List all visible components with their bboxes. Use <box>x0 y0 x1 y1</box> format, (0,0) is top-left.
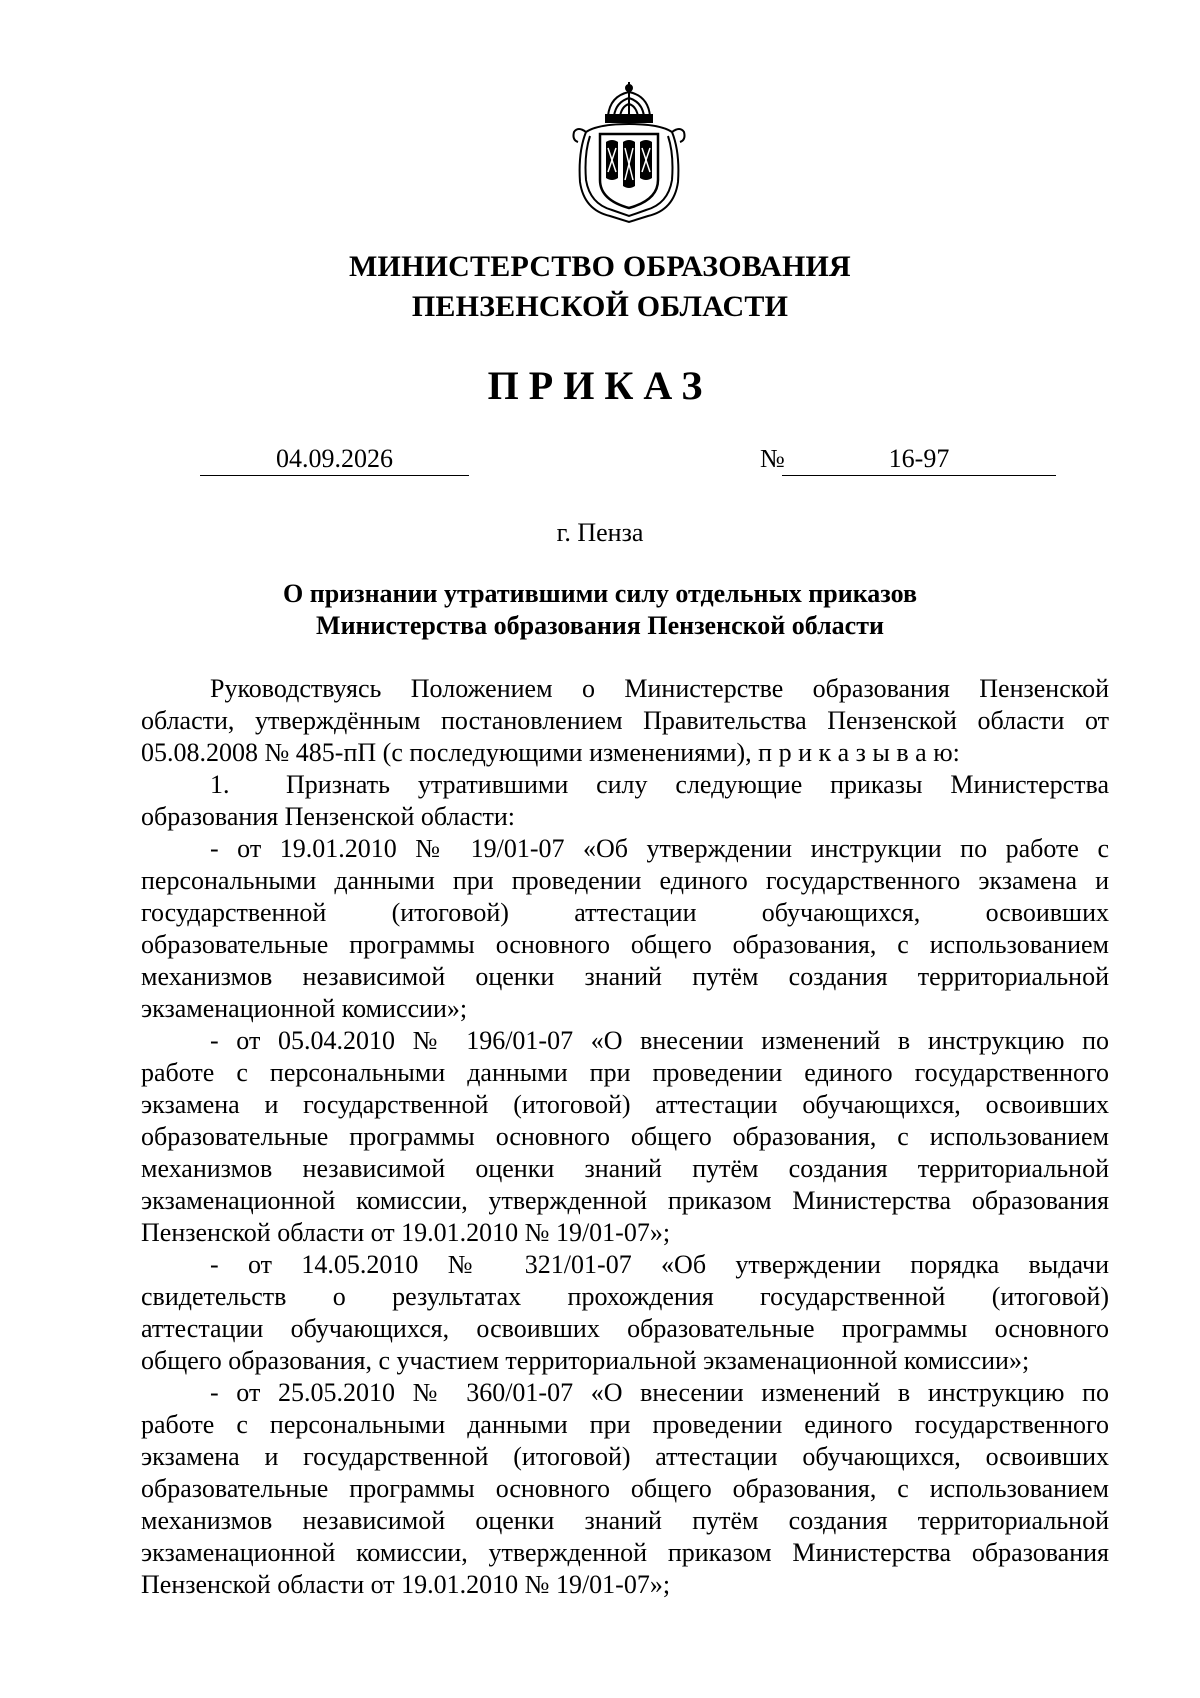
body-line: - от 14.05.2010 № 321/01-07 «Об утверждении порядка выдачи <box>210 1250 1109 1279</box>
order-title-line: О признании утратившими силу отдельных приказов <box>282 579 917 608</box>
body-line: механизмов независимой оценки знаний путём создания территориальной <box>141 1506 1109 1535</box>
order-title-line: Министерства образования Пензенской области <box>316 611 884 640</box>
order-number: 16-97 <box>782 442 1056 476</box>
ministry-name-line1: МИНИСТЕРСТВО ОБРАЗОВАНИЯ <box>349 250 851 283</box>
body-line: экзаменационной комиссии»; <box>141 994 468 1023</box>
body-line: аттестации обучающихся, освоивших образовательные программы основного <box>141 1314 1109 1343</box>
body-line: - от 25.05.2010 № 360/01-07 «О внесении изменений в инструкцию по <box>210 1378 1109 1407</box>
ministry-name-line2: ПЕНЗЕНСКОЙ ОБЛАСТИ <box>411 290 789 323</box>
body-line: - от 19.01.2010 № 19/01-07 «Об утверждении инструкции по работе с <box>210 834 1109 863</box>
body-line: свидетельств о результатах прохождения государственной (итоговой) <box>141 1282 1109 1311</box>
order-title <box>0 578 1200 642</box>
body-line: экзаменационной комиссии, утвержденной приказом Министерства образования <box>141 1538 1109 1567</box>
coat-of-arms-icon <box>570 82 688 224</box>
body-line: экзаменационной комиссии, утвержденной приказом Министерства образования <box>141 1186 1109 1215</box>
body-line: механизмов независимой оценки знаний путём создания территориальной <box>141 1154 1109 1183</box>
body-line: экзамена и государственной (итоговой) аттестации обучающихся, освоивших <box>141 1442 1109 1471</box>
item-1-line <box>141 769 1109 801</box>
body-line: Руководствуясь Положением о Министерстве образования Пензенской <box>210 674 1109 703</box>
body-line: государственной (итоговой) аттестации обучающихся, освоивших <box>141 898 1109 927</box>
document-type-heading: ПРИКАЗ <box>487 363 713 408</box>
body-line: Признать утратившими силу следующие приказы Министерства <box>286 770 1109 799</box>
body-line: Пензенской области от 19.01.2010 № 19/01-07»; <box>141 1570 671 1599</box>
number-sign: № <box>760 444 785 473</box>
item-number: 1. <box>210 770 230 799</box>
city: г. Пенза <box>556 518 644 547</box>
body-line: персональными данными при проведении единого государственного экзамена и <box>141 866 1109 895</box>
body-line: экзамена и государственной (итоговой) аттестации обучающихся, освоивших <box>141 1090 1109 1119</box>
body-line: работе с персональными данными при проведении единого государственного <box>141 1058 1109 1087</box>
order-body <box>141 673 1109 1601</box>
body-line: механизмов независимой оценки знаний путём создания территориальной <box>141 962 1109 991</box>
body-line: Пензенской области от 19.01.2010 № 19/01-07»; <box>141 1218 671 1247</box>
order-date: 04.09.2026 <box>200 442 469 476</box>
body-line: 05.08.2008 № 485-пП (с последующими изменениями), п р и к а з ы в а ю: <box>141 738 960 767</box>
body-line: образования Пензенской области: <box>141 802 516 831</box>
body-line: образовательные программы основного общего образования, с использованием <box>141 1474 1109 1503</box>
body-line: общего образования, с участием территориальной экзаменационной комиссии»; <box>141 1346 1030 1375</box>
body-line: области, утверждённым постановлением Правительства Пензенской области от <box>141 706 1109 735</box>
body-line: образовательные программы основного общего образования, с использованием <box>141 930 1109 959</box>
body-line: - от 05.04.2010 № 196/01-07 «О внесении изменений в инструкцию по <box>210 1026 1109 1055</box>
body-line: образовательные программы основного общего образования, с использованием <box>141 1122 1109 1151</box>
body-line: работе с персональными данными при проведении единого государственного <box>141 1410 1109 1439</box>
